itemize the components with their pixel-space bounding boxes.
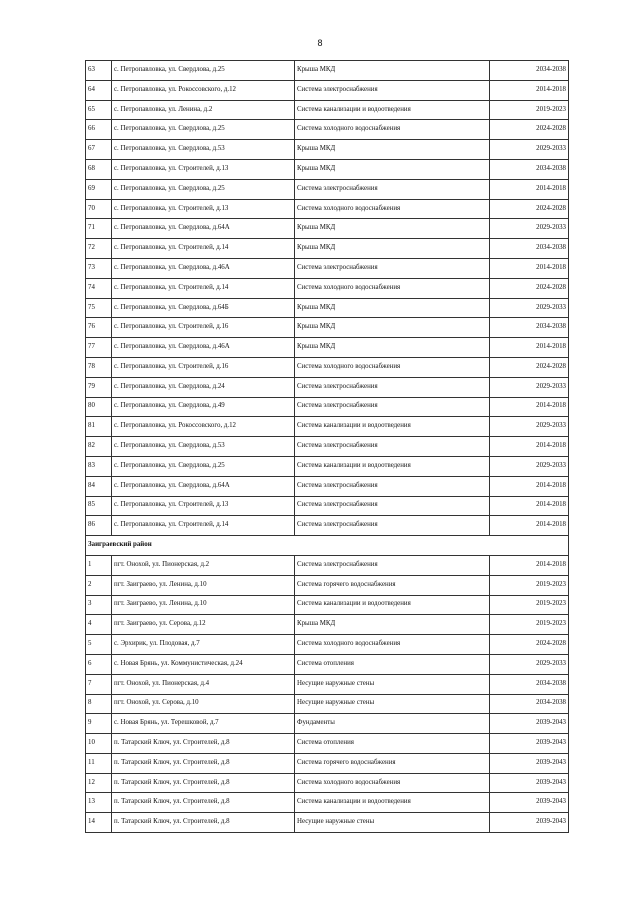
row-number: 77 [86, 338, 112, 358]
table-row [86, 635, 569, 655]
period-cell: 2024-2028 [490, 357, 569, 377]
address-cell: пгт. Онохой, ул. Пионерская, д.2 [112, 555, 295, 575]
row-number: 81 [86, 417, 112, 437]
address-cell: пгт. Онохой, ул. Пионерская, д.4 [112, 674, 295, 694]
table-row [86, 100, 569, 120]
table-row [86, 298, 569, 318]
address-cell: с. Петропавловка, ул. Свердлова, д.53 [112, 437, 295, 457]
system-cell: Крыша МКД [295, 338, 490, 358]
address-cell: пгт. Заиграево, ул. Ленина, д.10 [112, 595, 295, 615]
period-cell: 2024-2028 [490, 635, 569, 655]
row-number: 80 [86, 397, 112, 417]
address-cell: с. Петропавловка, ул. Строителей, д.16 [112, 357, 295, 377]
period-cell: 2019-2023 [490, 100, 569, 120]
address-cell: с. Петропавловка, ул. Рокоссовского, д.12 [112, 417, 295, 437]
repair-schedule-table [85, 60, 569, 833]
system-cell: Система отопления [295, 734, 490, 754]
address-cell: с. Петропавловка, ул. Рокоссовского, д.12 [112, 80, 295, 100]
address-cell: с. Петропавловка, ул. Свердлова, д.53 [112, 140, 295, 160]
period-cell: 2024-2028 [490, 278, 569, 298]
table-row [86, 318, 569, 338]
period-cell: 2039-2043 [490, 714, 569, 734]
period-cell: 2039-2043 [490, 753, 569, 773]
system-cell: Система холодного водоснабжения [295, 120, 490, 140]
period-cell: 2024-2028 [490, 199, 569, 219]
address-cell: с. Петропавловка, ул. Строителей, д.14 [112, 516, 295, 536]
address-cell: с. Петропавловка, ул. Свердлова, д.25 [112, 179, 295, 199]
row-number: 69 [86, 179, 112, 199]
system-cell: Система электроснабжения [295, 397, 490, 417]
row-number: 71 [86, 219, 112, 239]
address-cell: пгт. Онохой, ул. Серова, д.10 [112, 694, 295, 714]
row-number: 10 [86, 734, 112, 754]
system-cell: Система горячего водоснабжения [295, 575, 490, 595]
table-row [86, 694, 569, 714]
row-number: 6 [86, 654, 112, 674]
address-cell: с. Петропавловка, ул. Свердлова, д.64Б [112, 298, 295, 318]
table-row [86, 120, 569, 140]
system-cell: Фундаменты [295, 714, 490, 734]
row-number: 72 [86, 239, 112, 259]
system-cell: Система горячего водоснабжения [295, 753, 490, 773]
row-number: 70 [86, 199, 112, 219]
address-cell: с. Петропавловка, ул. Свердлова, д.25 [112, 61, 295, 81]
row-number: 67 [86, 140, 112, 160]
table-row [86, 159, 569, 179]
row-number: 11 [86, 753, 112, 773]
address-cell: с. Петропавловка, ул. Строителей, д.16 [112, 318, 295, 338]
row-number: 2 [86, 575, 112, 595]
table-row [86, 61, 569, 81]
table-row [86, 496, 569, 516]
address-cell: с. Эрхирик, ул. Плодовая, д.7 [112, 635, 295, 655]
row-number: 1 [86, 555, 112, 575]
period-cell: 2039-2043 [490, 793, 569, 813]
section-title: Заиграевский район [86, 536, 569, 556]
table-row [86, 753, 569, 773]
row-number: 76 [86, 318, 112, 338]
system-cell: Крыша МКД [295, 239, 490, 259]
table-row [86, 80, 569, 100]
table-row [86, 258, 569, 278]
address-cell: с. Петропавловка, ул. Строителей, д.14 [112, 239, 295, 259]
system-cell: Система отопления [295, 654, 490, 674]
table-row [86, 674, 569, 694]
address-cell: с. Петропавловка, ул. Свердлова, д.46А [112, 338, 295, 358]
table-row [86, 595, 569, 615]
table-row [86, 654, 569, 674]
table-row [86, 417, 569, 437]
table-row [86, 793, 569, 813]
system-cell: Крыша МКД [295, 615, 490, 635]
period-cell: 2019-2023 [490, 615, 569, 635]
period-cell: 2029-2033 [490, 417, 569, 437]
table-body [86, 61, 569, 833]
row-number: 14 [86, 813, 112, 833]
system-cell: Система электроснабжения [295, 496, 490, 516]
section-header-row [86, 536, 569, 556]
address-cell: с. Петропавловка, ул. Свердлова, д.25 [112, 456, 295, 476]
row-number: 78 [86, 357, 112, 377]
period-cell: 2014-2018 [490, 179, 569, 199]
row-number: 64 [86, 80, 112, 100]
address-cell: п. Татарский Ключ, ул. Строителей, д.8 [112, 753, 295, 773]
row-number: 5 [86, 635, 112, 655]
period-cell: 2014-2018 [490, 437, 569, 457]
system-cell: Система холодного водоснабжения [295, 357, 490, 377]
system-cell: Система канализации и водоотведения [295, 456, 490, 476]
system-cell: Система канализации и водоотведения [295, 417, 490, 437]
system-cell: Система холодного водоснабжения [295, 773, 490, 793]
period-cell: 2014-2018 [490, 476, 569, 496]
address-cell: с. Петропавловка, ул. Строителей, д.13 [112, 159, 295, 179]
table-row [86, 734, 569, 754]
row-number: 63 [86, 61, 112, 81]
period-cell: 2029-2033 [490, 298, 569, 318]
system-cell: Система холодного водоснабжения [295, 199, 490, 219]
row-number: 82 [86, 437, 112, 457]
address-cell: пгт. Заиграево, ул. Ленина, д.10 [112, 575, 295, 595]
period-cell: 2019-2023 [490, 575, 569, 595]
table-row [86, 397, 569, 417]
system-cell: Несущие наружные стены [295, 674, 490, 694]
system-cell: Система канализации и водоотведения [295, 100, 490, 120]
table-row [86, 615, 569, 635]
system-cell: Крыша МКД [295, 318, 490, 338]
system-cell: Крыша МКД [295, 140, 490, 160]
system-cell: Система электроснабжения [295, 80, 490, 100]
table-row [86, 239, 569, 259]
table-row [86, 773, 569, 793]
table-row [86, 357, 569, 377]
address-cell: п. Татарский Ключ, ул. Строителей, д.8 [112, 813, 295, 833]
table-row [86, 516, 569, 536]
period-cell: 2014-2018 [490, 555, 569, 575]
table-row [86, 219, 569, 239]
address-cell: с. Петропавловка, ул. Свердлова, д.64А [112, 219, 295, 239]
system-cell: Система электроснабжения [295, 377, 490, 397]
system-cell: Несущие наружные стены [295, 813, 490, 833]
row-number: 7 [86, 674, 112, 694]
period-cell: 2014-2018 [490, 496, 569, 516]
period-cell: 2034-2038 [490, 694, 569, 714]
period-cell: 2029-2033 [490, 140, 569, 160]
address-cell: пгт. Заиграево, ул. Серова, д.12 [112, 615, 295, 635]
system-cell: Крыша МКД [295, 219, 490, 239]
period-cell: 2019-2023 [490, 595, 569, 615]
system-cell: Система электроснабжения [295, 437, 490, 457]
address-cell: с. Петропавловка, ул. Свердлова, д.25 [112, 120, 295, 140]
table-row [86, 338, 569, 358]
period-cell: 2039-2043 [490, 813, 569, 833]
row-number: 13 [86, 793, 112, 813]
row-number: 79 [86, 377, 112, 397]
period-cell: 2014-2018 [490, 397, 569, 417]
address-cell: п. Татарский Ключ, ул. Строителей, д.8 [112, 793, 295, 813]
address-cell: с. Петропавловка, ул. Ленина, д.2 [112, 100, 295, 120]
row-number: 65 [86, 100, 112, 120]
table-row [86, 140, 569, 160]
row-number: 12 [86, 773, 112, 793]
page-number: 8 [317, 38, 323, 48]
table-row [86, 377, 569, 397]
system-cell: Система холодного водоснабжения [295, 635, 490, 655]
period-cell: 2024-2028 [490, 120, 569, 140]
period-cell: 2029-2033 [490, 456, 569, 476]
address-cell: с. Петропавловка, ул. Свердлова, д.64А [112, 476, 295, 496]
address-cell: п. Татарский Ключ, ул. Строителей, д.8 [112, 773, 295, 793]
system-cell: Система электроснабжения [295, 516, 490, 536]
row-number: 86 [86, 516, 112, 536]
period-cell: 2034-2038 [490, 61, 569, 81]
system-cell: Крыша МКД [295, 159, 490, 179]
row-number: 84 [86, 476, 112, 496]
table-row [86, 813, 569, 833]
system-cell: Система канализации и водоотведения [295, 793, 490, 813]
period-cell: 2014-2018 [490, 258, 569, 278]
system-cell: Крыша МКД [295, 61, 490, 81]
address-cell: с. Петропавловка, ул. Строителей, д.13 [112, 496, 295, 516]
system-cell: Система электроснабжения [295, 555, 490, 575]
address-cell: с. Петропавловка, ул. Строителей, д.14 [112, 278, 295, 298]
row-number: 68 [86, 159, 112, 179]
table-row [86, 199, 569, 219]
row-number: 8 [86, 694, 112, 714]
table-row [86, 714, 569, 734]
period-cell: 2014-2018 [490, 516, 569, 536]
address-cell: п. Татарский Ключ, ул. Строителей, д.8 [112, 734, 295, 754]
row-number: 9 [86, 714, 112, 734]
table-row [86, 179, 569, 199]
address-cell: с. Петропавловка, ул. Строителей, д.13 [112, 199, 295, 219]
period-cell: 2034-2038 [490, 318, 569, 338]
row-number: 83 [86, 456, 112, 476]
period-cell: 2034-2038 [490, 674, 569, 694]
system-cell: Система электроснабжения [295, 258, 490, 278]
table-row [86, 575, 569, 595]
period-cell: 2039-2043 [490, 734, 569, 754]
address-cell: с. Новая Брянь, ул. Коммунистическая, д.24 [112, 654, 295, 674]
address-cell: с. Новая Брянь, ул. Терешковой, д.7 [112, 714, 295, 734]
system-cell: Система холодного водоснабжения [295, 278, 490, 298]
period-cell: 2029-2033 [490, 377, 569, 397]
table-row [86, 278, 569, 298]
system-cell: Крыша МКД [295, 298, 490, 318]
period-cell: 2034-2038 [490, 239, 569, 259]
address-cell: с. Петропавловка, ул. Свердлова, д.24 [112, 377, 295, 397]
period-cell: 2029-2033 [490, 219, 569, 239]
system-cell: Система электроснабжения [295, 476, 490, 496]
address-cell: с. Петропавловка, ул. Свердлова, д.49 [112, 397, 295, 417]
system-cell: Система канализации и водоотведения [295, 595, 490, 615]
row-number: 85 [86, 496, 112, 516]
table-row [86, 476, 569, 496]
table-row [86, 456, 569, 476]
table-row [86, 555, 569, 575]
row-number: 73 [86, 258, 112, 278]
system-cell: Система электроснабжения [295, 179, 490, 199]
period-cell: 2014-2018 [490, 80, 569, 100]
period-cell: 2029-2033 [490, 654, 569, 674]
table-row [86, 437, 569, 457]
row-number: 75 [86, 298, 112, 318]
row-number: 4 [86, 615, 112, 635]
address-cell: с. Петропавловка, ул. Свердлова, д.46А [112, 258, 295, 278]
row-number: 74 [86, 278, 112, 298]
system-cell: Несущие наружные стены [295, 694, 490, 714]
row-number: 3 [86, 595, 112, 615]
period-cell: 2039-2043 [490, 773, 569, 793]
row-number: 66 [86, 120, 112, 140]
period-cell: 2014-2018 [490, 338, 569, 358]
period-cell: 2034-2038 [490, 159, 569, 179]
